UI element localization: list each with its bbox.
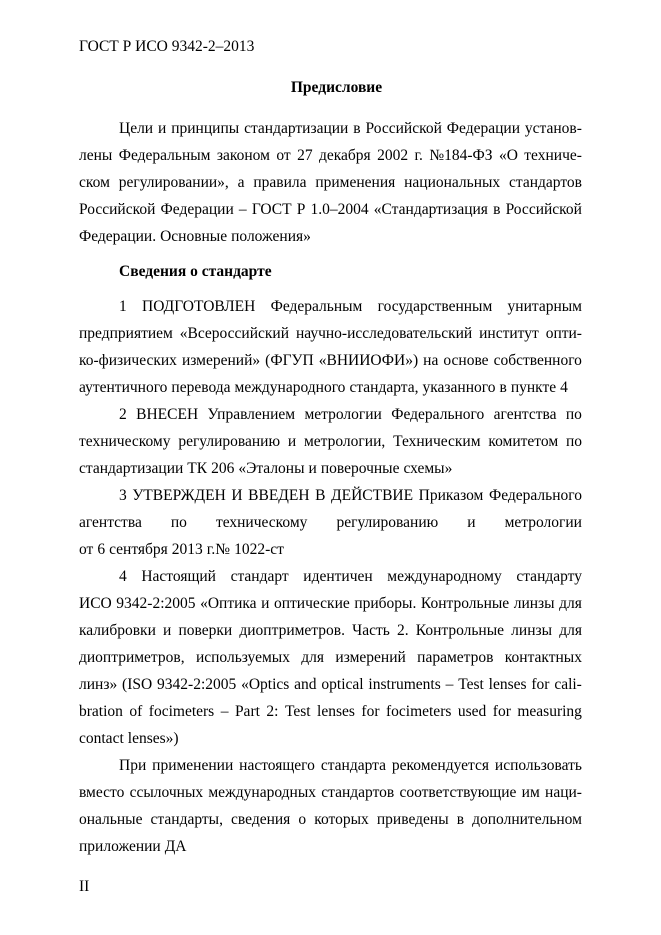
text-line: ском регулировании», а правила применения национальных стандартов: [79, 174, 582, 191]
text-line: приложении ДА: [79, 838, 187, 855]
text-line: ко-физических измерений» (ФГУП «ВНИИОФИ») на основе собственного: [79, 352, 582, 369]
text-line: Российской Федерации – ГОСТ Р 1.0–2004 «Стандартизация в Российской: [79, 201, 582, 218]
text-line: ональные стандарты, сведения о которых приведены в дополнительном: [79, 811, 582, 828]
text-line: contact lenses»): [79, 730, 179, 747]
text-line: лены Федеральным законом от 27 декабря 2002 г. №184-ФЗ «О техниче-: [79, 147, 582, 164]
item-identical: [79, 563, 582, 752]
document-body: [79, 115, 582, 860]
text-line: 1 ПОДГОТОВЛЕН Федеральным государственным унитарным: [119, 298, 582, 315]
document-header: ГОСТ Р ИСО 9342-2–2013: [79, 38, 255, 55]
text-line: техническому регулированию и метрологии, Техническим комитетом по: [79, 433, 582, 450]
preface-title: Предисловие: [290, 79, 383, 96]
text-line: предприятием «Всероссийский научно-исследовательский институт опти-: [79, 325, 582, 342]
text-line: ИСО 9342-2:2005 «Оптика и оптические приборы. Контрольные линзы для: [79, 595, 582, 612]
text-line: Федерации. Основные положения»: [79, 228, 311, 245]
paragraph-goals: [79, 115, 582, 250]
text-line: аутентичного перевода международного стандарта, указанного в пункте 4: [79, 379, 568, 396]
text-line: 3 УТВЕРЖДЕН И ВВЕДЕН В ДЕЙСТВИЕ Приказом Федерального: [119, 487, 582, 504]
text-line: калибровки и поверки диоптриметров. Часть 2. Контрольные линзы для: [79, 622, 582, 639]
text-line: 4 Настоящий стандарт идентичен международному стандарту: [119, 568, 582, 585]
text-line: диоптриметров, используемых для измерений параметров контактных: [79, 649, 582, 666]
text-line: стандартизации ТК 206 «Эталоны и поверочные схемы»: [79, 460, 453, 477]
item-prepared: [79, 293, 582, 401]
paragraph-application: [79, 752, 582, 860]
text-line: bration of focimeters – Part 2: Test lenses for focimeters used for measuring: [79, 703, 582, 720]
text-line: При применении настоящего стандарта рекомендуется использовать: [119, 757, 582, 774]
page-number: II: [79, 878, 90, 895]
text-line: Цели и принципы стандартизации в Российской Федерации установ-: [119, 120, 582, 137]
item-approved: [79, 482, 582, 563]
item-introduced: [79, 401, 582, 482]
text-line: линз» (ISO 9342-2:2005 «Optics and optical instruments – Test lenses for cali-: [79, 676, 582, 693]
text-line: вместо ссылочных международных стандартов соответствующие им наци-: [79, 784, 582, 801]
text-line: от 6 сентября 2013 г.№ 1022-ст: [79, 541, 284, 558]
section-subtitle: Сведения о стандарте: [119, 263, 272, 280]
text-line: 2 ВНЕСЕН Управлением метрологии Федерального агентства по: [119, 406, 582, 423]
text-line: агентства по техническому регулированию и метрологии: [79, 514, 582, 531]
